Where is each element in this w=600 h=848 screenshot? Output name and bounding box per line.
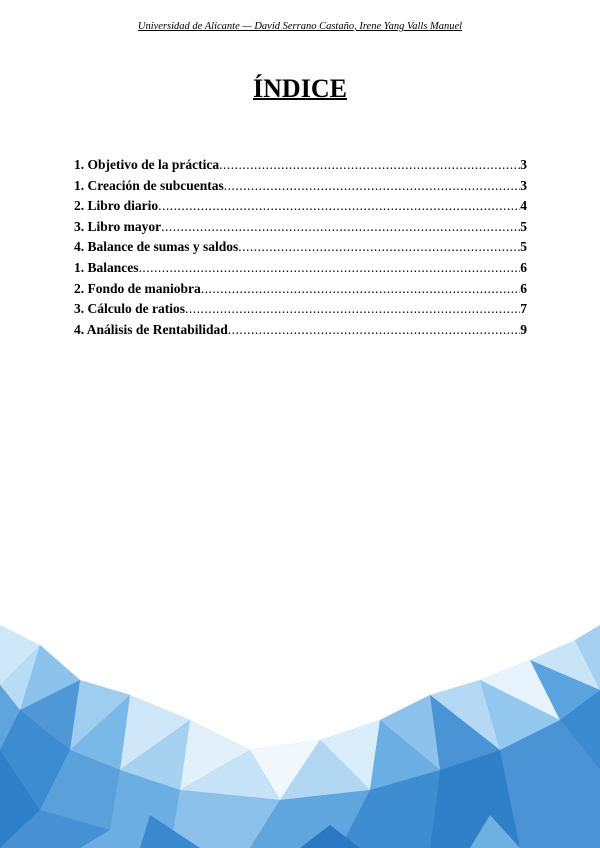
- toc-entry-page: 9: [520, 321, 527, 337]
- toc-entry[interactable]: [74, 178, 527, 199]
- toc-entry[interactable]: [74, 301, 527, 322]
- toc-entry-page: 5: [520, 239, 527, 255]
- toc-entry-page: 6: [520, 280, 527, 296]
- toc-entry-label: 4. Análisis de Rentabilidad: [74, 321, 228, 337]
- toc-entry[interactable]: [74, 281, 527, 302]
- toc-entry[interactable]: [74, 157, 527, 178]
- toc-entry-label: 2. Libro diario: [74, 198, 159, 214]
- toc-dot-leader: [201, 281, 520, 297]
- toc-dot-leader: [224, 178, 520, 194]
- running-header: Universidad de Alicante — David Serrano Castaño, Irene Yang Valls Manuel: [137, 21, 463, 32]
- toc-entry-label: 2. Fondo de maniobra: [74, 280, 201, 296]
- toc-entry-label: 1. Balances: [74, 259, 139, 275]
- toc-entry[interactable]: [74, 198, 527, 219]
- toc-dot-leader: [238, 239, 520, 255]
- toc-entry[interactable]: [74, 239, 527, 260]
- toc-entry[interactable]: [74, 322, 527, 343]
- toc-entry[interactable]: [74, 260, 527, 281]
- toc-entry-label: 1. Creación de subcuentas: [74, 177, 224, 193]
- toc-entry-page: 4: [520, 198, 527, 214]
- toc-dot-leader: [228, 322, 520, 338]
- toc-entry-page: 3: [520, 177, 527, 193]
- toc-entry-page: 5: [520, 218, 527, 234]
- page-title: ÍNDICE: [253, 74, 347, 103]
- toc-dot-leader: [219, 157, 520, 173]
- low-poly-decoration: [0, 600, 600, 848]
- toc-entry-label: 3. Libro mayor: [74, 218, 162, 234]
- toc-entry[interactable]: [74, 219, 527, 240]
- toc-dot-leader: [158, 198, 520, 214]
- table-of-contents: [74, 157, 527, 342]
- toc-dot-leader: [139, 260, 521, 276]
- toc-entry-page: 3: [520, 157, 527, 172]
- toc-entry-label: 3. Cálculo de ratios: [74, 301, 185, 317]
- toc-entry-label: 1. Objetivo de la práctica: [74, 157, 220, 172]
- toc-dot-leader: [185, 301, 520, 317]
- toc-dot-leader: [161, 219, 520, 235]
- toc-entry-page: 6: [520, 259, 527, 275]
- toc-entry-page: 7: [520, 301, 527, 317]
- toc-entry-label: 4. Balance de sumas y saldos: [74, 239, 239, 255]
